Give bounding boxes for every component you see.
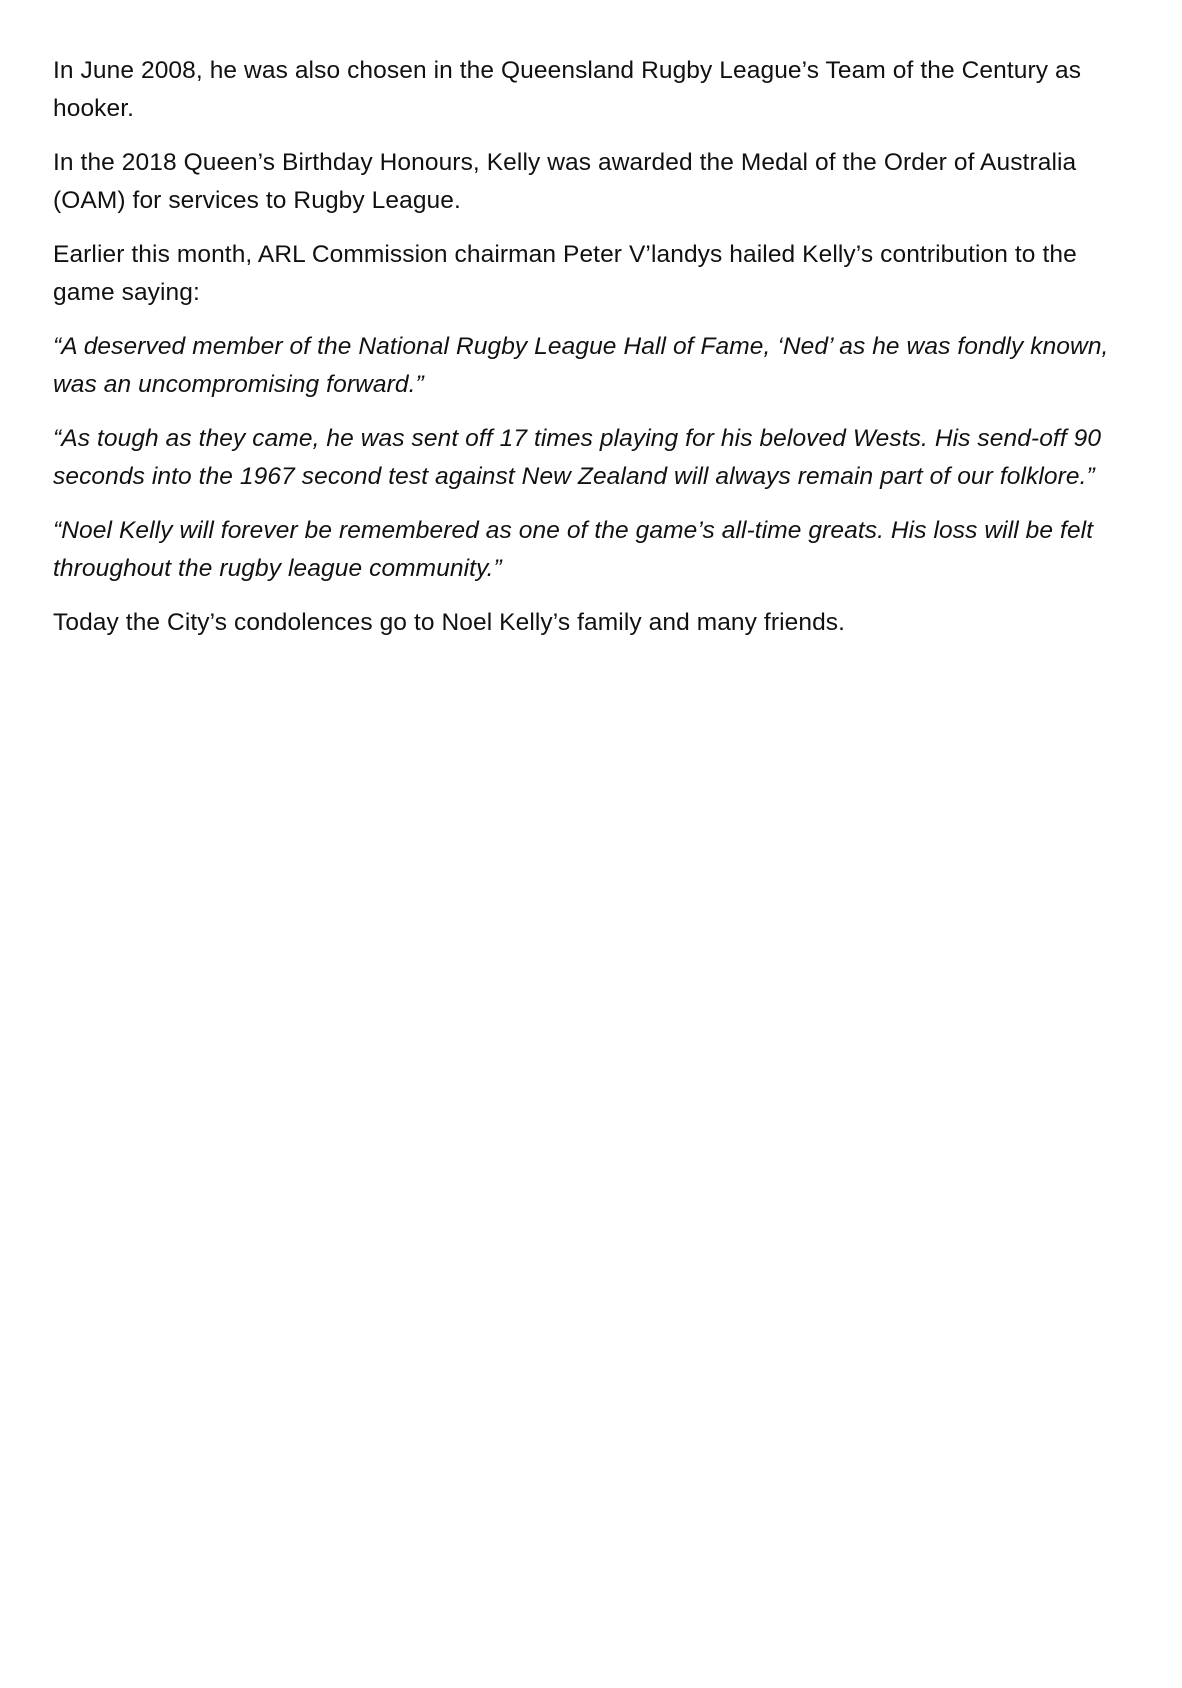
paragraph-oam-honour: In the 2018 Queen’s Birthday Honours, Kelly was awarded the Medal of the Order of Australia (OAM) for services to Rugby League. (53, 149, 1077, 214)
paragraph-vlandys-intro: Earlier this month, ARL Commission chairman Peter V’landys hailed Kelly’s contribution to the game saying: (53, 241, 1077, 306)
paragraph-condolences: Today the City’s condolences go to Noel Kelly’s family and many friends. (53, 609, 846, 636)
document-page (53, 52, 1133, 658)
quote-all-time-greats: “Noel Kelly will forever be remembered as one of the game’s all-time greats. His loss will be felt throughout the rugby league community.” (53, 517, 1094, 582)
paragraph-team-of-century: In June 2008, he was also chosen in the Queensland Rugby League’s Team of the Century as hooker. (53, 57, 1082, 122)
quote-hall-of-fame: “A deserved member of the National Rugby League Hall of Fame, ‘Ned’ as he was fondly known, was an uncompromising forward.” (53, 333, 1109, 398)
quote-sent-off: “As tough as they came, he was sent off 17 times playing for his beloved Wests. His send-off 90 seconds into the 1967 second test against New Zealand will always remain part of our folklore.” (53, 425, 1102, 490)
